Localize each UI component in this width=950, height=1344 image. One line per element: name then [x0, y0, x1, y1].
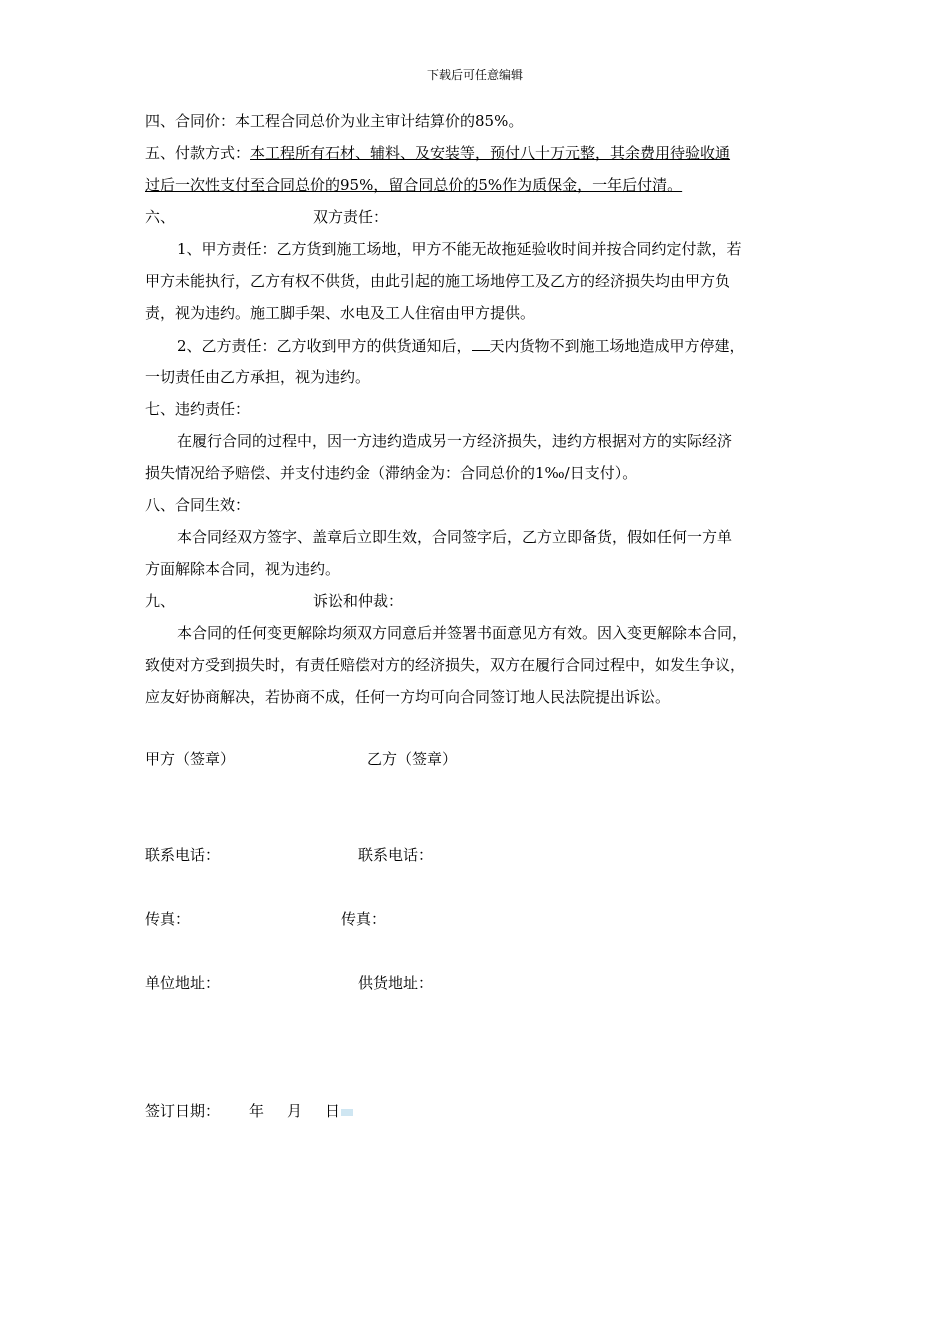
clause-8-line-1: 本合同经双方签字、盖章后立即生效，合同签字后，乙方立即备货，假如任何一方单 [177, 528, 733, 546]
clause-9-line-3: 应友好协商解决，若协商不成，任何一方均可向合同签订地人民法院提出诉讼。 [145, 688, 671, 706]
sign-date-day: 日 [325, 1102, 341, 1120]
clause-8-title: 八、合同生效： [145, 496, 251, 514]
clause-6-2-line-2: 一切责任由乙方承担，视为违约。 [145, 368, 371, 386]
clause-5-label: 五、付款方式： [145, 144, 251, 162]
clause-7-title: 七、违约责任： [145, 400, 251, 418]
clause-9-title: 诉讼和仲裁： [313, 592, 404, 610]
party-a-fax-label: 传真： [145, 910, 191, 928]
sign-date-day-wrap [325, 1102, 353, 1120]
party-a-address-label: 单位地址： [145, 974, 221, 992]
party-b-seal: 乙方（签章） [367, 750, 458, 768]
clause-5-text-1: 本工程所有石材、辅料、及安装等，预付八十万元整，其余费用待验收通 [250, 144, 731, 162]
clause-9-line-1: 本合同的任何变更解除均须双方同意后并签署书面意见方有效。因入变更解除本合同， [177, 624, 748, 642]
clause-6-2-post: 天内货物不到施工场地造成甲方停建， [489, 337, 745, 355]
clause-5-line-2: 过后一次性支付至合同总价的95%，留合同总价的5%作为质保金，一年后付清。 [145, 176, 683, 194]
sign-date-year: 年 [249, 1102, 265, 1120]
clause-7-line-2: 损失情况给予赔偿、并支付违约金（滞纳金为：合同总价的1‰/日支付）。 [145, 464, 638, 482]
clause-9-line-2: 致使对方受到损失时，有责任赔偿对方的经济损失，双方在履行合同过程中，如发生争议， [145, 656, 746, 674]
sign-date-label: 签订日期： [145, 1102, 221, 1120]
clause-6-1-line-1: 1、甲方责任：乙方货到施工场地，甲方不能无故拖延验收时间并按合同约定付款，若 [177, 240, 742, 258]
clause-6-number: 六、 [145, 208, 176, 226]
clause-4: 四、合同价：本工程合同总价为业主审计结算价的85%。 [145, 112, 524, 130]
days-blank [472, 336, 490, 351]
party-b-phone-label: 联系电话： [358, 846, 434, 864]
page-header: 下载后可任意编辑 [426, 68, 523, 82]
clause-5-line-1 [145, 144, 730, 162]
sign-date-month: 月 [287, 1102, 303, 1120]
clause-9-number: 九、 [145, 592, 176, 610]
cursor-mark [341, 1109, 353, 1116]
clause-8-line-2: 方面解除本合同，视为违约。 [145, 560, 341, 578]
clause-7-line-1: 在履行合同的过程中，因一方违约造成另一方经济损失，违约方根据对方的实际经济 [177, 432, 733, 450]
clause-6-title: 双方责任： [313, 208, 389, 226]
party-b-fax-label: 传真： [341, 910, 387, 928]
clause-6-1-line-2: 甲方未能执行，乙方有权不供货，由此引起的施工场地停工及乙方的经济损失均由甲方负 [145, 272, 731, 290]
supply-address-label: 供货地址： [358, 974, 434, 992]
clause-6-1-line-3: 责，视为违约。施工脚手架、水电及工人住宿由甲方提供。 [145, 304, 536, 322]
clause-6-2-pre: 2、乙方责任：乙方收到甲方的供货通知后， [177, 337, 472, 355]
party-a-seal: 甲方（签章） [145, 750, 236, 768]
party-a-phone-label: 联系电话： [145, 846, 221, 864]
clause-6-2-line-1 [177, 336, 745, 355]
